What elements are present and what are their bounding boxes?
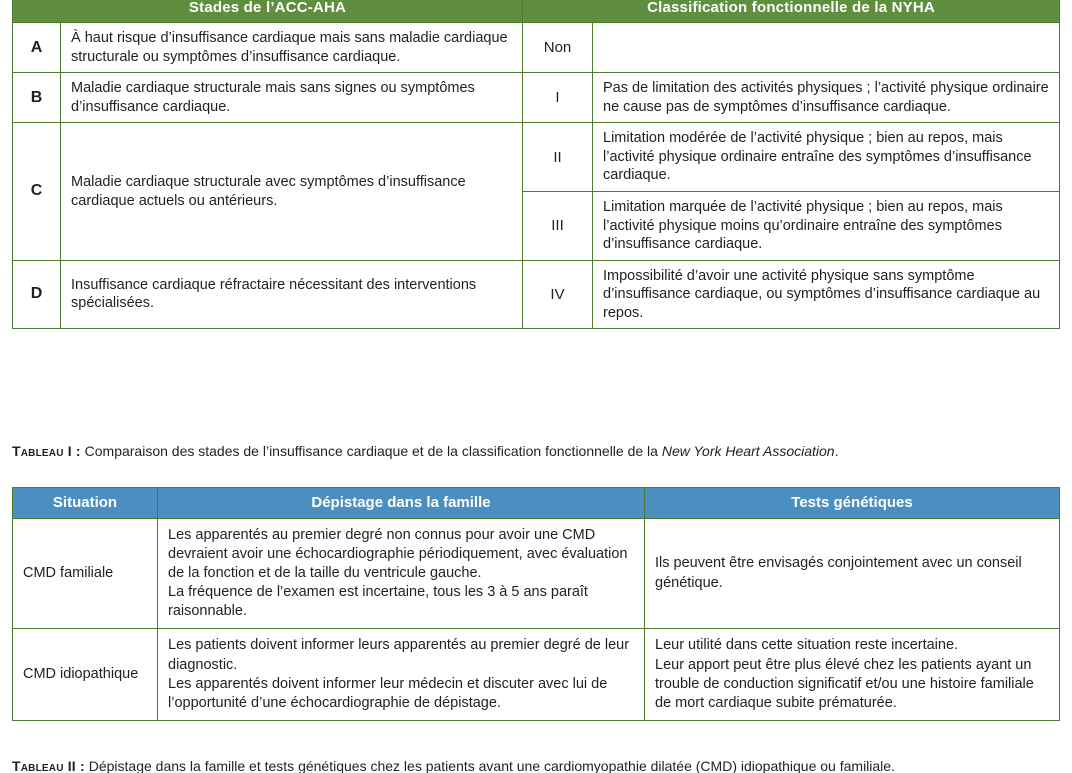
column-header-situation: Situation — [13, 488, 158, 519]
nyha-class: I — [523, 73, 593, 123]
stage-description: Maladie cardiaque structurale mais sans signes ou symptômes d’insuffisance cardiaque. — [61, 73, 523, 123]
situation-cell: CMD idiopathique — [13, 629, 158, 721]
situation-cell: CMD familiale — [13, 518, 158, 629]
nyha-class: IV — [523, 260, 593, 329]
nyha-description: Limitation marquée de l’activité physique ; bien au repos, mais l’activité physique moins qu’ordinaire entraîne des symptômes d’insuffisance cardiaque. — [593, 192, 1060, 261]
table-row — [13, 518, 1060, 629]
caption-table-2 — [12, 757, 1060, 773]
table-depistage-famille — [12, 487, 1060, 721]
table-header-row — [13, 488, 1060, 519]
caption-text: Dépistage dans la famille et tests génétiques chez les patients avant une cardiomyopathie dilatée (CMD) idiopathique ou familiale. — [84, 758, 895, 773]
stage-letter: D — [13, 260, 61, 329]
column-header-tests: Tests génétiques — [645, 488, 1060, 519]
caption-text-before: Comparaison des stades de l’insuffisance cardiaque et de la classification fonctionnelle de la — [80, 443, 662, 459]
stage-description: À haut risque d’insuffisance cardiaque mais sans maladie cardiaque structurale ou symptômes d’insuffisance cardiaque. — [61, 23, 523, 73]
table-row — [13, 23, 1060, 73]
nyha-class: II — [523, 123, 593, 192]
nyha-class: III — [523, 192, 593, 261]
stage-letter: A — [13, 23, 61, 73]
table-row — [13, 73, 1060, 123]
table-row — [13, 123, 1060, 192]
tests-cell: Leur utilité dans cette situation reste incertaine. Leur apport peut être plus élevé chez les patients ayant un trouble de conduction significatif et/ou une histoire familiale de mort cardiaque subite prématurée. — [645, 629, 1060, 721]
nyha-class: Non — [523, 23, 593, 73]
stage-letter: B — [13, 73, 61, 123]
table-row — [13, 629, 1060, 721]
nyha-description — [593, 23, 1060, 73]
column-header-stades: Stades de l’ACC-AHA — [13, 0, 523, 23]
caption-label: Tableau I : — [12, 443, 81, 459]
depistage-cell: Les apparentés au premier degré non connus pour avoir une CMD devraient avoir une échocardiographie périodiquement, avec évaluation de la fonction et de la taille du ventricule gauche. La fréquence de l’examen est incertaine, tous les 3 à 5 ans paraît raisonnable. — [158, 518, 645, 629]
nyha-description: Pas de limitation des activités physiques ; l’activité physique ordinaire ne cause pas de symptômes d’insuffisance cardiaque. — [593, 73, 1060, 123]
caption-table-1 — [12, 442, 1060, 460]
stage-letter: C — [13, 123, 61, 260]
depistage-cell: Les patients doivent informer leurs apparentés au premier degré de leur diagnostic. Les apparentés doivent informer leur médecin et discuter avec lui de l’opportunité d’une échocardiographie de dépistage. — [158, 629, 645, 721]
stage-description: Insuffisance cardiaque réfractaire nécessitant des interventions spécialisées. — [61, 260, 523, 329]
caption-label: Tableau II : — [12, 758, 85, 773]
nyha-description: Impossibilité d’avoir une activité physique sans symptôme d’insuffisance cardiaque, ou symptômes d’insuffisance cardiaque au repos. — [593, 260, 1060, 329]
caption-italic: New York Heart Association — [661, 443, 835, 459]
table-acc-aha-nyha — [12, 0, 1060, 329]
column-header-depistage: Dépistage dans la famille — [158, 488, 645, 519]
nyha-description: Limitation modérée de l’activité physique ; bien au repos, mais l’activité physique ordinaire entraîne des symptômes d’insuffisance cardiaque. — [593, 123, 1060, 192]
tests-cell: Ils peuvent être envisagés conjointement avec un conseil génétique. — [645, 518, 1060, 629]
table-header-row — [13, 0, 1060, 23]
stage-description: Maladie cardiaque structurale avec symptômes d’insuffisance cardiaque actuels ou antérieurs. — [61, 123, 523, 260]
column-header-nyha: Classification fonctionnelle de la NYHA — [523, 0, 1060, 23]
caption-text-after: . — [834, 443, 839, 459]
table-row — [13, 260, 1060, 329]
